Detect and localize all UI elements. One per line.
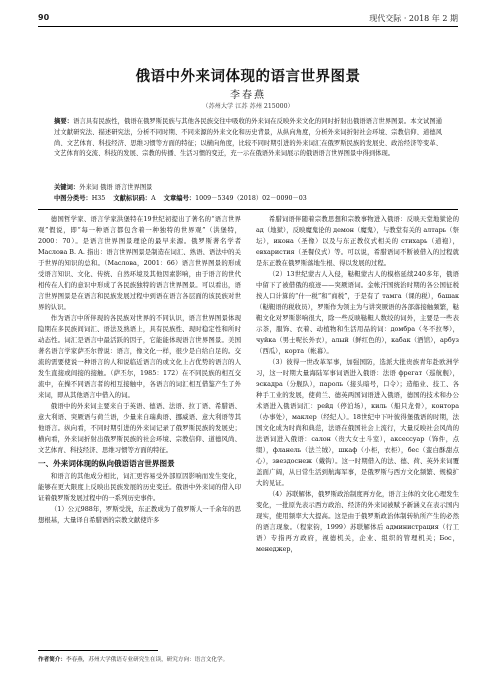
article-number-label: 文章编号： xyxy=(163,195,196,202)
doc-code-label: 文献标识码： xyxy=(113,195,152,202)
keywords-text: 外来词 俄语 语言世界图景 xyxy=(79,184,153,191)
keywords-label: 关键词： xyxy=(54,184,80,191)
doc-code: A xyxy=(151,195,156,202)
header-rule xyxy=(38,26,458,27)
body-paragraph: （1）公元988年，罗斯受洗，东正教成为了俄罗斯人一千余年的思想根基，大量译自希腊语的宗教文献使许多 xyxy=(38,505,241,524)
body-paragraph: 德国哲学家、语言学家洪堡特在19世纪初提出了著名的“语言世界观”假说，即“每一种语言都包含着一种独特的世界观”（洪堡特，2000：70）。是语言世界图景理论的最早来源。俄罗斯著名学者 Маслова В. А. 指出：语言世界图景是制造在词汇、熟语、语法中的关于世界的知识的总和。（Маслова，2001：66）语言世界图景的形成受语言知识、文化、传统、自然环境及其他因素影响，由于语言的世代相传在人们的意识中形成了各民族独特的语言世界图景。可以看出，语言世界图景是在语言和民族发展过程中到语在语言各层面的该民族对世界的认识。 xyxy=(38,215,241,311)
abstract-rule xyxy=(38,209,458,210)
body-paragraph: （2）13世纪蒙古人入侵，鞑靼蒙古人的模格延续240多年，俄语中留下了被借俄的痕迹——突厥语词。金帐汗国统治时期的各公国征税按人口计算的“什一税”和“商税”，于是有了 тамга（课的税），башак（鞑靼语的税收员），罗斯作为领主为与讲突厥语的各部落接触频繁，鞑靼文化对罗斯影响很大，除一些反映鞑靼人数绞的词外，主要是一些表示茶，服饰、衣着、动植物和生活用品的词：домбра（冬不拉琴），чуйка（男士呢长外衣），алый（鲜红色的），кабак（酒馆），арбуз（西瓜），корта（帐幕）。 xyxy=(256,270,459,355)
body-paragraph: 和语言的其他成分相比，词汇更容易受外部原因影响而发生变化，能够在更大限度上反映出民族发展的历史变迁。俄语中外来词的借入印证着俄罗斯发展过程中的一系列历史事件。 xyxy=(38,472,241,502)
article-title: 俄语中外来词体现的语言世界图景 xyxy=(135,69,361,85)
clc-label: 中图分类号： xyxy=(54,195,92,202)
keywords xyxy=(54,183,442,194)
footnote xyxy=(38,655,458,663)
footnote-label: 作者简介： xyxy=(38,657,66,663)
journal-name: 现代交际 · 2018 年 2 期 xyxy=(369,14,458,23)
clc-code: H35 xyxy=(91,195,106,202)
abstract-label: 摘要： xyxy=(54,118,74,125)
running-header xyxy=(38,10,458,24)
section-heading: 一、外来词体现的纵向俄语语言世界图景 xyxy=(38,459,175,468)
abstract xyxy=(54,117,442,160)
body-paragraph: 作为语言中所伴现的各民族对世界的不同认识，语言世界图景体现隐期在多民族间词汇、语法及熟语上，具有民族性、现时稳定性和所时动态性。词汇是语言中最活跃的因子，它能能体现语言世界图景。美国著名语言学家萨丕尔曾说：语言，像文化一样，很少是自给自足的。交流的需要使说一种语言的人和说临近语言的或文化上占优势的语言的人发生直接或间接的接触。（萨丕尔，1985：172）在不同民族的相互交流中，在操不同语言者的相互接触中，各语言的词汇相互借鉴产生了外来词，即从其他语言中借入的词。 xyxy=(38,314,241,399)
author-name: 李春燕 xyxy=(230,90,266,101)
body-paragraph: 希腊词语伴随着宗教思想和宗教事物进入俄语：反映天堂地狱论的 ад（地狱），反映魔鬼论的 демон（魔鬼），与教堂有关的 алтарь（祭坛），икона（圣像）以及与东正教仪式相关的 стихарь（道袍），евхаристия（圣餐仪式）等。可以说，希腊语词不断被借入的过程就是东正教在俄罗斯落地生根、得以发展的过程。 xyxy=(256,215,459,267)
page-number: 90 xyxy=(38,13,50,22)
body-column-right xyxy=(256,214,459,555)
body-paragraph: （3）彼得一世改革军事，加强国防，选派大批贵族青年赴欧洲学习，这一时期大量海陆军事词语进入俄语：法语 фрегат（巡航舰），эскадра（分舰队），пароль（接头暗号，口令）；造船业、技工、各种手工业的发展，使荷兰、德英两国词语进入俄语，德国的技术和办公术语进入俄语词汇：рейд（停泊场），киль（船只龙骨），контора（办事处），маклер（经纪人）。18世纪中下叶彼得堡俄语的时期，法国文化成为时尚和典范，法语在俄国社会上流行，大量反映社会风尚的法语词进入俄语：салон（贵大女士斗室），аксессуар（饰件，点缀），фланель（法兰绒），шкаф（小柜，衣柜），бес（蛮白酥甜点心），звездоснеж（戴钩）。这一时期借入的法、德、荷、英外来词覆盖面广阔，从日常生活到航海军事，是俄罗斯与西方文化频繁、规模扩大的见证。 xyxy=(256,358,459,487)
footnote-text: 李春燕，苏州大学俄语专业研究生在读，研究方向：语言文化学。 xyxy=(65,657,229,663)
body-paragraph: 俄语中的外来词主要来自于英语、德语、法语、拉丁语、希腊语、意大利语、突厥语与荷兰语，少量来自瑞典语、挪威语、意大利语等其他语言。纵向看，不同时期引进的外来词记录了俄罗斯民族的发展史；横向看，外来词折射出俄罗斯民族的社会环境、宗教信仰、道德风尚、文艺体育、科技经济、思维习惯等方面的特征。 xyxy=(38,402,241,454)
classification-line xyxy=(54,194,442,205)
author-affiliation: （苏州大学 江苏 苏州 215000） xyxy=(202,103,294,110)
body-paragraph: （4）苏联解体，俄罗斯政治制度再方化，语言主体的文化心理发生变化，一批原先表示西方政治、经济的外来词被赋予新涵义在表示国内现实，使用频率大大提高。这是由于俄罗斯政治体制转轨所产生的必然的语言现象。（程家钧，1999）苏联解体后 администрация（行工语）专指再方政府，视德机关，企业、组织的管理机关；Бос，менеджер， xyxy=(256,490,459,553)
footnote-rule xyxy=(38,650,158,651)
article-number: 1009－5349（2018）02－0090－03 xyxy=(195,195,307,202)
body-column-left xyxy=(38,214,241,526)
abstract-text: 语言具有民族性，俄语在俄罗斯民族与其他各民族交往中吸收的外来词在反映外来文化的同时折射出俄语语言世界图景。本文试图通过文献研究法、描述研究法，分析不同时期、不同来源的外来文化和历史背景，从纵向角度，分析外来词折射社会环境、宗教信仰、道德风尚、文艺体育、科技经济、思维习惯等方面的特征；以横向角度，比较不同时期引进的外来词汇在俄罗斯民族的发展史、政治经济等变革、文艺体育的交流、科技的发展、宗教的传播、生活习惯的变迁，充一示在俄语外来词展示的俄语语言世界图景中得到体现。 xyxy=(54,118,443,158)
